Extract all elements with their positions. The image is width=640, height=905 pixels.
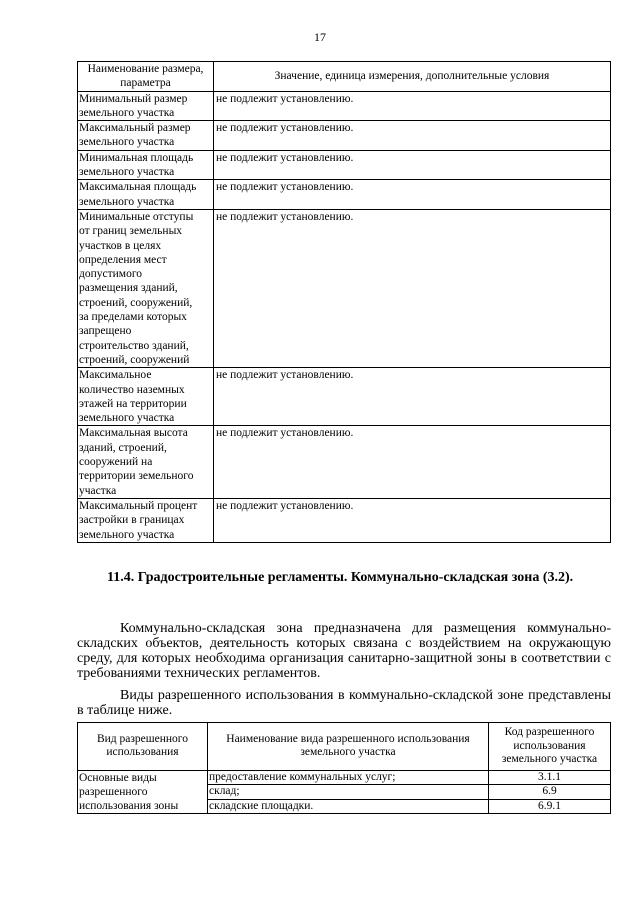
parameter-name: Минимальные отступы от границ земельных участков в целях определения мест допустимого размещения зданий, строений, сооружений, за пределами которых запрещено строительство зданий, строений, сооружений bbox=[78, 209, 214, 367]
parameters-table bbox=[77, 61, 611, 543]
parameter-name: Максимальный размер земельного участка bbox=[78, 121, 214, 151]
use-group-label: Основные виды разрешенного использования зоны bbox=[78, 770, 208, 814]
table-row bbox=[78, 368, 611, 426]
table-header-row bbox=[78, 723, 611, 771]
parameter-value: не подлежит установлению. bbox=[214, 180, 611, 210]
table-row bbox=[78, 209, 611, 367]
paragraph-zone-purpose: Коммунально-складская зона предназначена для размещения коммунально-складских объектов, деятельность которых связана с воздействием на окружающую среду, для которых необходима организация санитарно-защитной зоны в соответствии с требованиями технических регламентов. bbox=[77, 621, 611, 681]
use-code: 6.9 bbox=[489, 785, 611, 800]
parameter-value: не подлежит установлению. bbox=[214, 498, 611, 542]
column-header-value: Значение, единица измерения, дополнительные условия bbox=[214, 62, 611, 92]
parameter-name: Максимальный процент застройки в границах земельного участка bbox=[78, 498, 214, 542]
table-row bbox=[78, 121, 611, 151]
page-number: 17 bbox=[314, 30, 326, 44]
use-code: 3.1.1 bbox=[489, 770, 611, 785]
parameter-name: Минимальная площадь земельного участка bbox=[78, 150, 214, 180]
table-row bbox=[78, 91, 611, 121]
table-row bbox=[78, 180, 611, 210]
table-row bbox=[78, 426, 611, 498]
column-header-use-type: Вид разрешенного использования bbox=[78, 723, 208, 771]
parameter-value: не подлежит установлению. bbox=[214, 91, 611, 121]
parameter-value: не подлежит установлению. bbox=[214, 209, 611, 367]
table-header-row bbox=[78, 62, 611, 92]
parameter-value: не подлежит установлению. bbox=[214, 368, 611, 426]
use-name: складские площадки. bbox=[208, 799, 489, 814]
paragraph-table-intro: Виды разрешенного использования в коммунально-складской зоне представлены в таблице ниже. bbox=[77, 688, 611, 718]
column-header-use-code: Код разрешенного использования земельного участка bbox=[489, 723, 611, 771]
parameter-name: Максимальная высота зданий, строений, сооружений на территории земельного участка bbox=[78, 426, 214, 498]
use-name: предоставление коммунальных услуг; bbox=[208, 770, 489, 785]
parameter-value: не подлежит установлению. bbox=[214, 150, 611, 180]
column-header-use-name: Наименование вида разрешенного использования земельного участка bbox=[208, 723, 489, 771]
table-row bbox=[78, 770, 611, 785]
parameter-name: Максимальная площадь земельного участка bbox=[78, 180, 214, 210]
permitted-use-table bbox=[77, 722, 611, 814]
column-header-parameter: Наименование размера, параметра bbox=[78, 62, 214, 92]
table-row bbox=[78, 150, 611, 180]
table-row bbox=[78, 498, 611, 542]
section-heading: 11.4. Градостроительные регламенты. Коммунально-складская зона (3.2). bbox=[107, 570, 574, 585]
parameter-name: Минимальный размер земельного участка bbox=[78, 91, 214, 121]
parameter-value: не подлежит установлению. bbox=[214, 121, 611, 151]
parameter-name: Максимальное количество наземных этажей на территории земельного участка bbox=[78, 368, 214, 426]
use-code: 6.9.1 bbox=[489, 799, 611, 814]
use-name: склад; bbox=[208, 785, 489, 800]
parameter-value: не подлежит установлению. bbox=[214, 426, 611, 498]
